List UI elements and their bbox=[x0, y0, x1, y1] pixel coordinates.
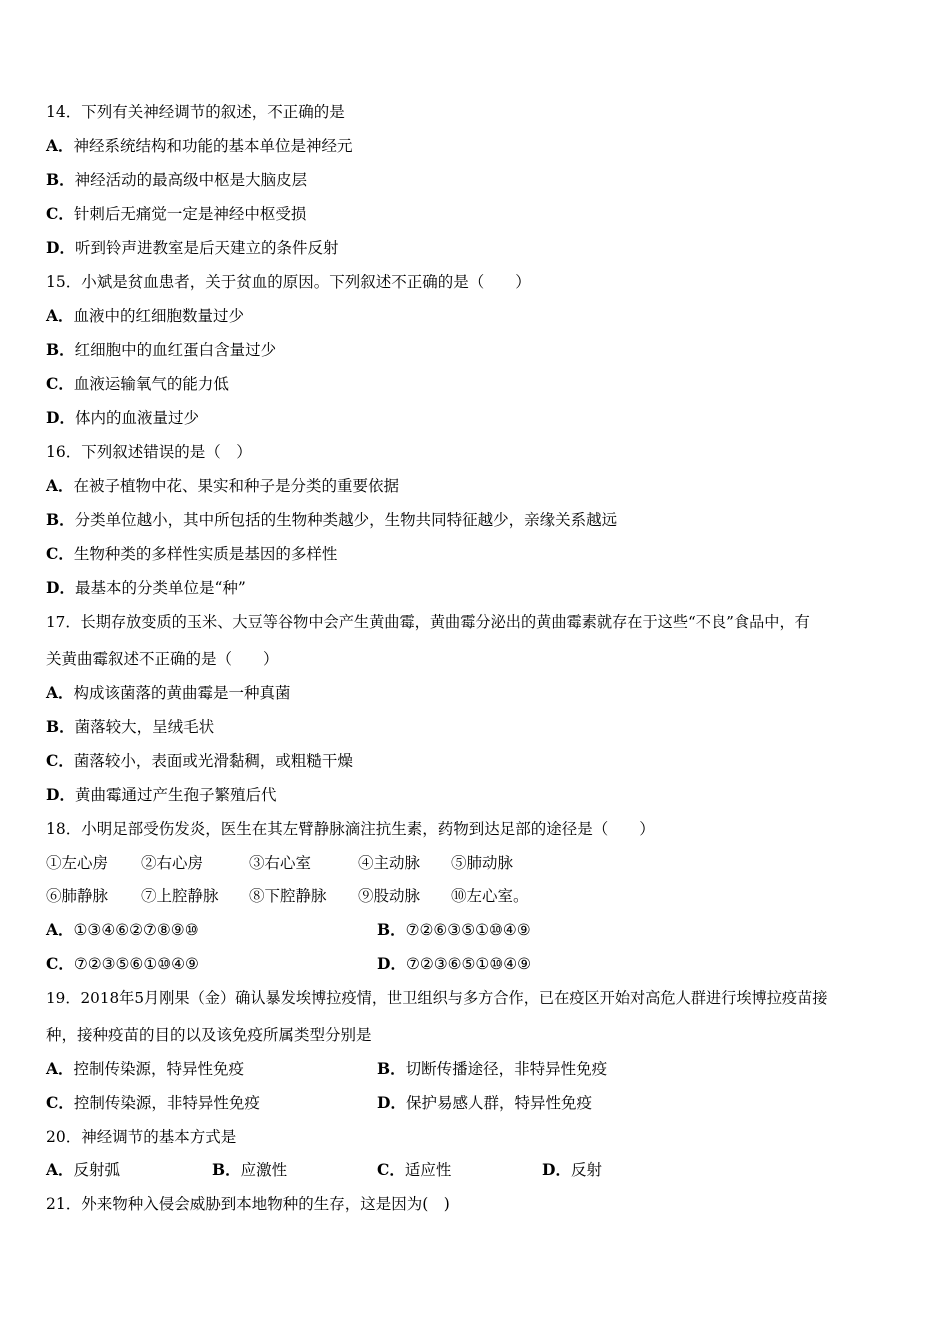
option-text: 保护易感人群，特异性免疫 bbox=[405, 1094, 592, 1112]
question-17-stem-line2: 关黄曲霉叙述不正确的是（ ） bbox=[46, 650, 279, 668]
question-17-stem-line1: 17．长期存放变质的玉米、大豆等谷物中会产生黄曲霉，黄曲霉分泌出的黄曲霉素就存在于这些“不良”食品中，有 bbox=[46, 613, 810, 631]
option-text: 生物种类的多样性实质是基因的多样性 bbox=[73, 545, 338, 563]
option-label: B． bbox=[46, 170, 75, 189]
question-16-option-d bbox=[46, 578, 246, 598]
option-text: 血液运输氧气的能力低 bbox=[73, 375, 229, 393]
question-15-option-d bbox=[46, 408, 199, 428]
option-label: D． bbox=[46, 238, 75, 257]
option-label: D． bbox=[377, 954, 406, 973]
question-17-option-a bbox=[46, 683, 291, 703]
option-label: B． bbox=[46, 340, 75, 359]
option-text: ⑦②③⑤⑥①⑩④⑨ bbox=[73, 955, 199, 973]
option-text: ①③④⑥②⑦⑧⑨⑩ bbox=[73, 921, 199, 939]
option-text: 菌落较大，呈绒毛状 bbox=[74, 718, 215, 736]
question-20-stem: 20．神经调节的基本方式是 bbox=[46, 1128, 237, 1146]
option-label: B． bbox=[46, 717, 75, 736]
option-text: 应激性 bbox=[240, 1161, 288, 1179]
item-8: ⑧下腔静脉 bbox=[249, 887, 327, 905]
question-19-stem-line1: 19．2018年5月刚果（金）确认暴发埃博拉疫情，世卫组织与多方合作，已在疫区开始对高危人群进行埃博拉疫苗接 bbox=[46, 989, 828, 1007]
question-14-option-d bbox=[46, 238, 338, 258]
option-text: 控制传染源，非特异性免疫 bbox=[73, 1094, 260, 1112]
option-text: 体内的血液量过少 bbox=[74, 409, 199, 427]
option-text: 切断传播途径，非特异性免疫 bbox=[405, 1060, 608, 1078]
question-18-option-b bbox=[377, 920, 531, 940]
question-14-stem: 14．下列有关神经调节的叙述，不正确的是 bbox=[46, 103, 345, 121]
question-17-option-b bbox=[46, 717, 214, 737]
option-text: 控制传染源，特异性免疫 bbox=[73, 1060, 245, 1078]
option-text: 分类单位越小，其中所包括的生物种类越少，生物共同特征越少，亲缘关系越远 bbox=[74, 511, 618, 529]
question-15-option-b bbox=[46, 340, 276, 360]
question-17-option-d bbox=[46, 785, 276, 805]
question-18-option-a bbox=[46, 920, 199, 940]
option-label: B． bbox=[212, 1160, 241, 1179]
item-10: ⑩左心室。 bbox=[451, 887, 529, 905]
item-4: ④主动脉 bbox=[358, 854, 421, 872]
option-text: 在被子植物中花、果实和种子是分类的重要依据 bbox=[73, 477, 400, 495]
option-label: A． bbox=[46, 920, 74, 939]
option-label: D． bbox=[377, 1093, 406, 1112]
option-text: 神经系统结构和功能的基本单位是神经元 bbox=[73, 137, 353, 155]
item-2: ②右心房 bbox=[141, 854, 204, 872]
option-text: 黄曲霉通过产生孢子繁殖后代 bbox=[74, 786, 277, 804]
question-19-stem-line2: 种，接种疫苗的目的以及该免疫所属类型分别是 bbox=[46, 1026, 372, 1044]
item-6: ⑥肺静脉 bbox=[46, 887, 109, 905]
question-15-option-a bbox=[46, 306, 244, 326]
question-16-option-a bbox=[46, 476, 399, 496]
question-20-option-a bbox=[46, 1160, 120, 1180]
question-20-option-c bbox=[377, 1160, 451, 1180]
option-label: C． bbox=[46, 544, 74, 563]
question-17-option-c bbox=[46, 751, 353, 771]
option-text: 构成该菌落的黄曲霉是一种真菌 bbox=[73, 684, 291, 702]
option-label: A． bbox=[46, 136, 74, 155]
option-label: A． bbox=[46, 1059, 74, 1078]
question-19-option-a bbox=[46, 1059, 244, 1079]
question-20-option-d bbox=[542, 1160, 602, 1180]
option-label: C． bbox=[46, 204, 74, 223]
question-18-stem: 18．小明足部受伤发炎，医生在其左臂静脉滴注抗生素，药物到达足部的途径是（ ） bbox=[46, 820, 655, 838]
question-16-option-c bbox=[46, 544, 337, 564]
question-18-option-c bbox=[46, 954, 199, 974]
option-text: 反射 bbox=[570, 1161, 602, 1179]
question-14-option-b bbox=[46, 170, 307, 190]
option-text: 血液中的红细胞数量过少 bbox=[73, 307, 245, 325]
option-label: D． bbox=[46, 578, 75, 597]
option-text: 针刺后无痛觉一定是神经中枢受损 bbox=[73, 205, 307, 223]
option-text: 红细胞中的血红蛋白含量过少 bbox=[74, 341, 277, 359]
item-9: ⑨股动脉 bbox=[358, 887, 421, 905]
option-label: B． bbox=[377, 920, 406, 939]
question-19-option-d bbox=[377, 1093, 592, 1113]
option-label: C． bbox=[46, 1093, 74, 1112]
question-15-option-c bbox=[46, 374, 229, 394]
question-16-stem: 16．下列叙述错误的是（ ） bbox=[46, 443, 252, 461]
item-3: ③右心室 bbox=[249, 854, 312, 872]
option-label: D． bbox=[542, 1160, 571, 1179]
question-14-option-a bbox=[46, 136, 353, 156]
question-19-option-b bbox=[377, 1059, 607, 1079]
option-label: C． bbox=[46, 751, 74, 770]
option-label: A． bbox=[46, 306, 74, 325]
item-1: ①左心房 bbox=[46, 854, 109, 872]
item-5: ⑤肺动脉 bbox=[451, 854, 514, 872]
option-text: 神经活动的最高级中枢是大脑皮层 bbox=[74, 171, 308, 189]
option-label: B． bbox=[377, 1059, 406, 1078]
question-14-option-c bbox=[46, 204, 306, 224]
option-label: B． bbox=[46, 510, 75, 529]
option-label: D． bbox=[46, 785, 75, 804]
option-text: ⑦②③⑥⑤①⑩④⑨ bbox=[405, 955, 532, 973]
option-label: C． bbox=[46, 954, 74, 973]
option-text: 适应性 bbox=[404, 1161, 452, 1179]
option-text: ⑦②⑥③⑤①⑩④⑨ bbox=[405, 921, 531, 939]
question-21-stem: 21．外来物种入侵会威胁到本地物种的生存，这是因为( ) bbox=[46, 1195, 450, 1213]
option-label: C． bbox=[377, 1160, 405, 1179]
question-15-stem: 15．小斌是贫血患者，关于贫血的原因。下列叙述不正确的是（ ） bbox=[46, 273, 531, 291]
item-7: ⑦上腔静脉 bbox=[141, 887, 219, 905]
option-text: 反射弧 bbox=[73, 1161, 121, 1179]
option-label: A． bbox=[46, 683, 74, 702]
option-text: 菌落较小，表面或光滑黏稠，或粗糙干燥 bbox=[73, 752, 353, 770]
option-label: A． bbox=[46, 1160, 74, 1179]
option-text: 听到铃声进教室是后天建立的条件反射 bbox=[74, 239, 339, 257]
question-18-option-d bbox=[377, 954, 531, 974]
question-16-option-b bbox=[46, 510, 617, 530]
option-label: C． bbox=[46, 374, 74, 393]
option-text: 最基本的分类单位是“种” bbox=[74, 579, 246, 597]
question-20-option-b bbox=[212, 1160, 287, 1180]
option-label: A． bbox=[46, 476, 74, 495]
question-19-option-c bbox=[46, 1093, 260, 1113]
option-label: D． bbox=[46, 408, 75, 427]
